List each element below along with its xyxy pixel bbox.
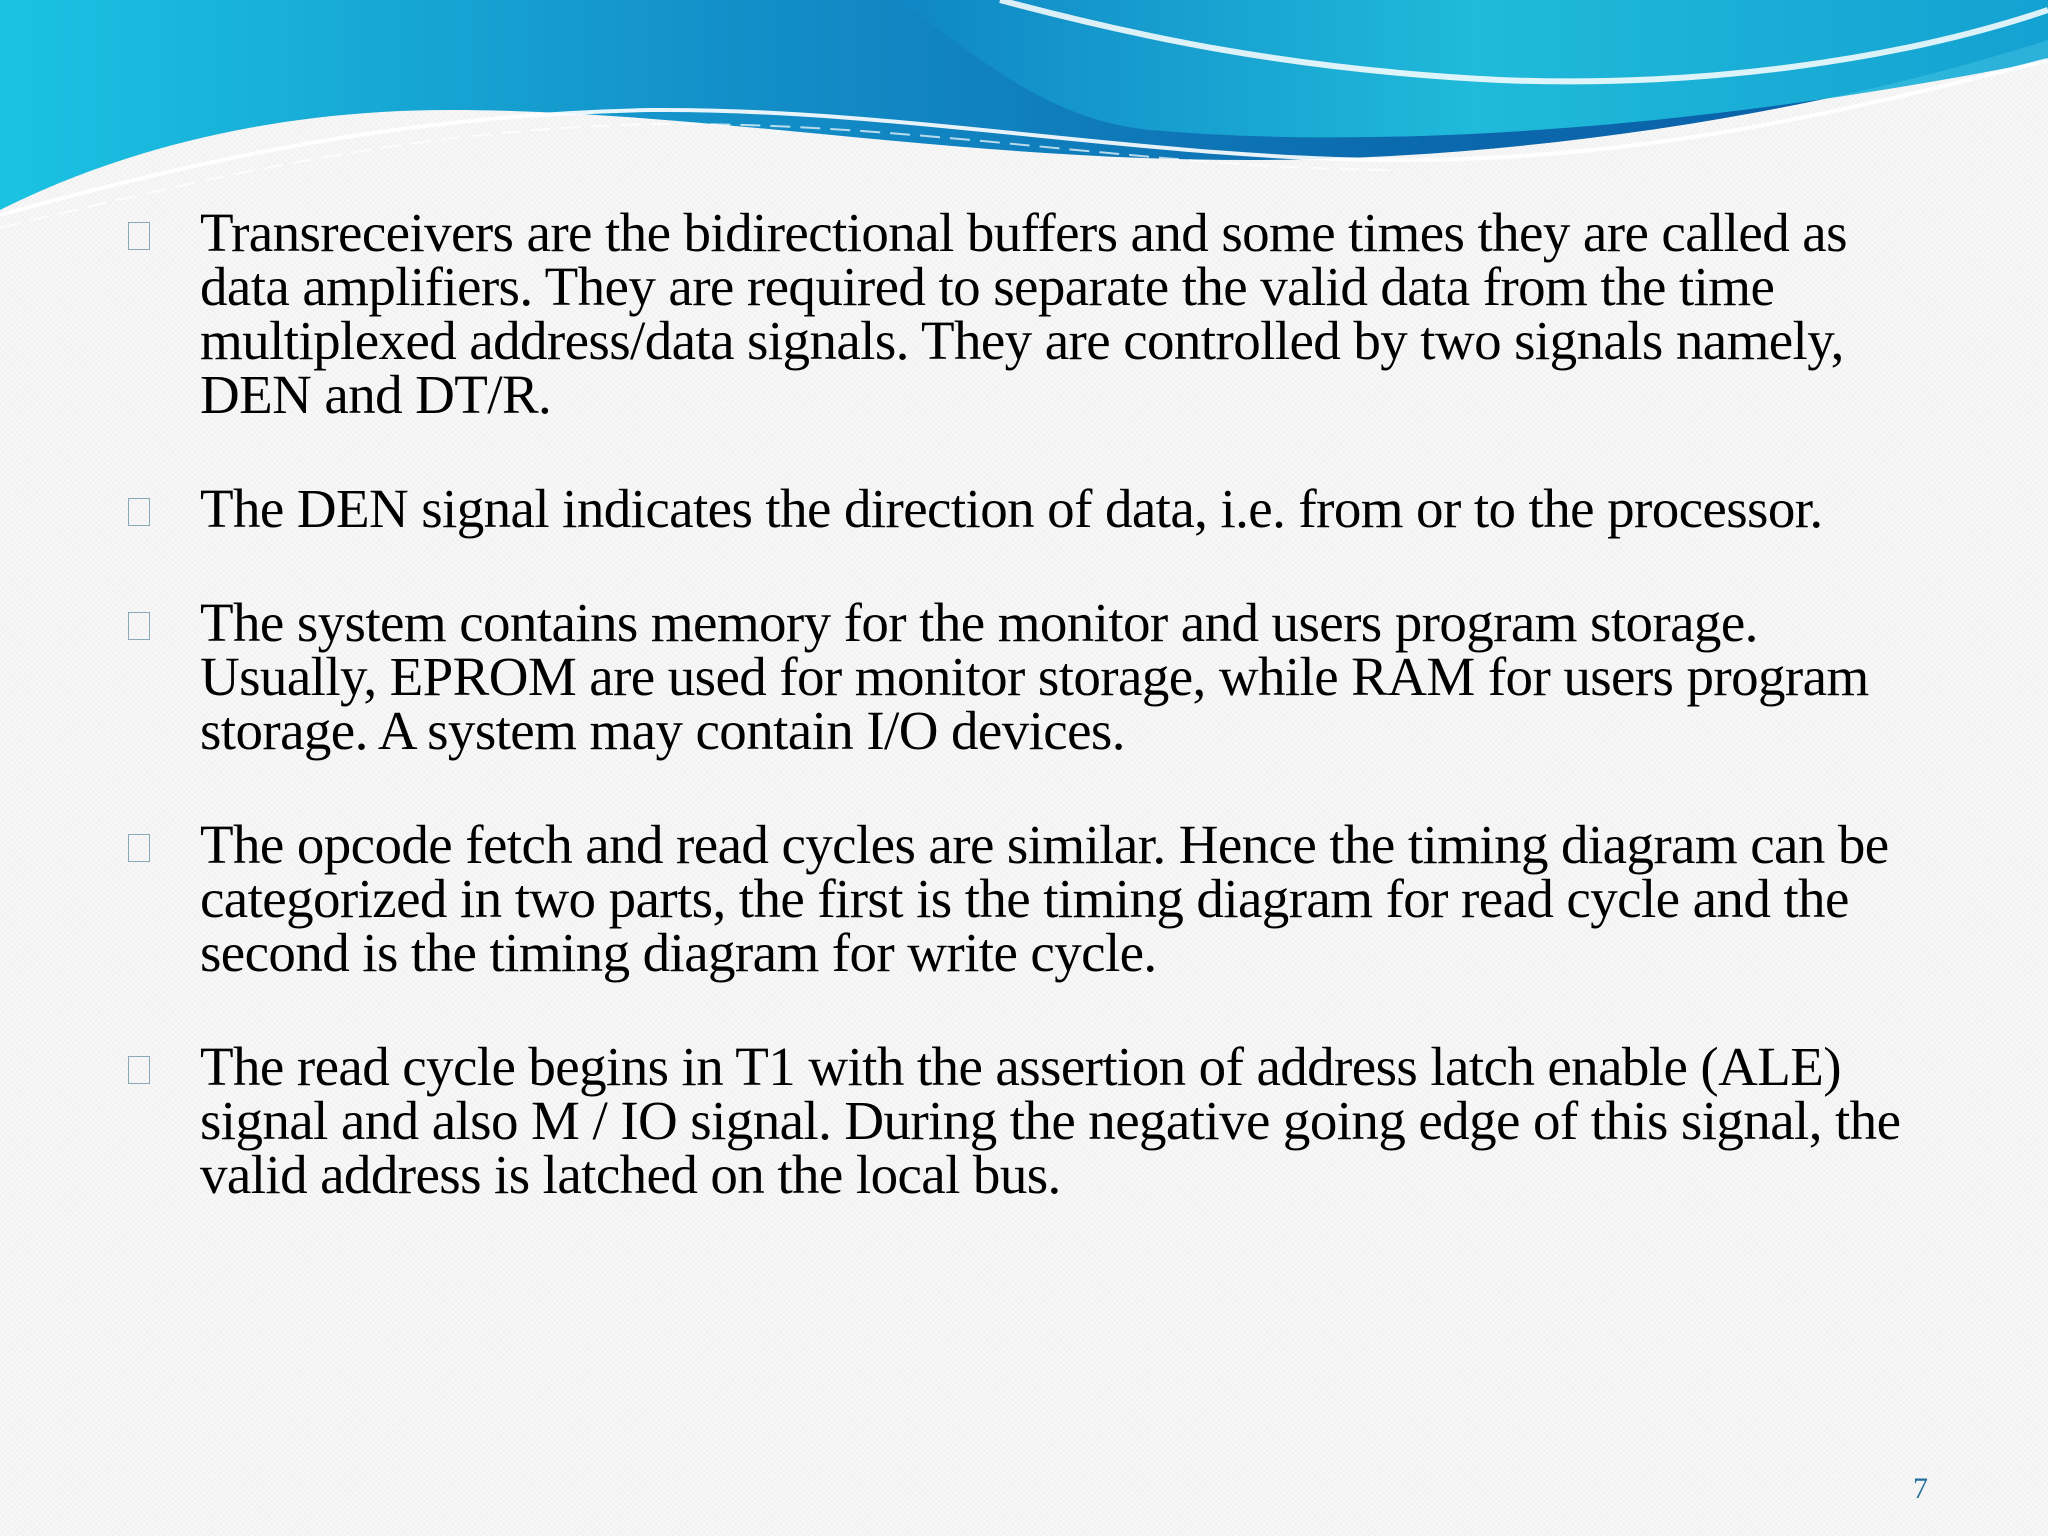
bullet-item	[128, 1036, 1928, 1205]
bullet-item	[128, 814, 1928, 983]
square-bullet-icon	[128, 222, 150, 250]
bullet-text: The DEN signal indicates the direction of data, i.e. from or to the processor.	[200, 478, 1823, 539]
bullet-item	[128, 202, 1928, 425]
bullet-item	[128, 478, 1928, 539]
bullet-text: The opcode fetch and read cycles are similar. Hence the timing diagram can be categorized in two parts, the first is the timing diagram for read cycle and the second is the timing diagram for write cycle.	[200, 814, 1889, 983]
page-number: 7	[1913, 1472, 1928, 1505]
bullet-text: Transreceivers are the bidirectional buffers and some times they are called as data amplifiers. They are required to separate the valid data from the time multiplexed address/data signals. They are controlled by two signals namely, DEN and DT/R.	[200, 202, 1847, 425]
bullet-text: The system contains memory for the monitor and users program storage. Usually, EPROM are used for monitor storage, while RAM for users program storage. A system may contain I/O devices.	[200, 592, 1869, 761]
square-bullet-icon	[128, 498, 150, 526]
bullet-text: The read cycle begins in T1 with the assertion of address latch enable (ALE) signal and also M / IO signal. During the negative going edge of this signal, the valid address is latched on the local bus.	[200, 1036, 1901, 1205]
square-bullet-icon	[128, 1056, 150, 1084]
square-bullet-icon	[128, 612, 150, 640]
bullet-item	[128, 592, 1928, 761]
bullet-list	[128, 202, 1928, 1262]
square-bullet-icon	[128, 834, 150, 862]
